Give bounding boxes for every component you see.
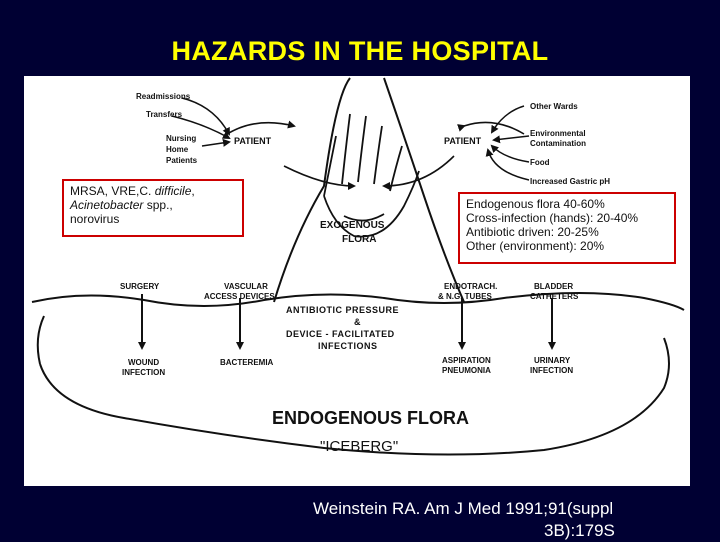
iceberg-diagram: [24, 76, 690, 486]
label-food: Food: [530, 158, 550, 167]
patient-left: PATIENT: [234, 136, 272, 146]
hand-icon: [324, 114, 419, 237]
label-access-devices: ACCESS DEVICES: [204, 292, 275, 301]
label-bacteremia: BACTEREMIA: [220, 358, 274, 367]
label-readmissions: Readmissions: [136, 92, 191, 101]
antibiotic-pressure-label: ANTIBIOTIC PRESSURE: [286, 305, 400, 315]
citation-line1: Weinstein RA. Am J Med 1991;91(suppl: [313, 499, 614, 518]
label-gastric-ph: Increased Gastric pH: [530, 177, 611, 186]
iceberg-left-side: [38, 316, 44, 364]
left-box-line3: norovirus: [70, 212, 120, 226]
label-transfers: Transfers: [146, 110, 183, 119]
label-endotrach: ENDOTRACH.: [444, 282, 498, 291]
arrow-readmissions: [182, 98, 229, 134]
left-organisms-box: [62, 179, 244, 237]
label-urinary: URINARY: [534, 356, 571, 365]
iceberg-peak: [274, 78, 464, 302]
label-surgery: SURGERY: [120, 282, 160, 291]
right-box-line3: Antibiotic driven: 20-25%: [466, 225, 599, 239]
infections-label: INFECTIONS: [318, 341, 378, 351]
label-catheters: CATHETERS: [530, 292, 579, 301]
label-nursing: Nursing: [166, 134, 197, 143]
patient-right: PATIENT: [444, 136, 482, 146]
right-box-line4: Other (environment): 20%: [466, 239, 605, 253]
label-wound: WOUND: [128, 358, 160, 367]
arrow-nursing-home: [202, 142, 229, 146]
label-home: Home: [166, 145, 189, 154]
label-patients: Patients: [166, 156, 198, 165]
label-wound-infection: INFECTION: [122, 368, 166, 377]
arrow-food: [492, 146, 529, 162]
label-bladder: BLADDER: [534, 282, 574, 291]
endogenous-flora-label: ENDOGENOUS FLORA: [272, 408, 470, 428]
label-environmental: Environmental: [530, 129, 586, 138]
label-pneumonia: PNEUMONIA: [442, 366, 491, 375]
arrow-gastric-ph: [488, 150, 529, 180]
label-aspiration: ASPIRATION: [442, 356, 491, 365]
left-box-line2: Acinetobacter spp.,: [70, 198, 173, 212]
right-box-line1: Endogenous flora 40-60%: [466, 197, 605, 211]
right-box-line2: Cross-infection (hands): 20-40%: [466, 211, 639, 225]
label-contamination: Contamination: [530, 139, 586, 148]
label-ng-tubes: & N.G. TUBES: [438, 292, 492, 301]
left-box-line1: MRSA, VRE,C. difficile,: [70, 184, 195, 198]
label-other-wards: Other Wards: [530, 102, 578, 111]
label-urinary-infection: INFECTION: [530, 366, 574, 375]
exogenous-flora-label: FLORA: [342, 234, 377, 245]
iceberg-label: "ICEBERG": [320, 438, 399, 455]
arrow-other-wards: [492, 106, 524, 132]
device-facilitated-label: DEVICE - FACILITATED: [286, 329, 395, 339]
ampersand-label: &: [354, 317, 361, 327]
citation-line2: 3B):179S: [544, 521, 615, 540]
right-percentages-box: [458, 192, 676, 264]
exogenous-label: EXOGENOUS: [320, 220, 385, 231]
slide-title: HAZARDS IN THE HOSPITAL: [171, 36, 549, 66]
patient-arc-left: [224, 123, 294, 136]
arrow-environment: [494, 136, 529, 140]
label-vascular: VASCULAR: [224, 282, 268, 291]
